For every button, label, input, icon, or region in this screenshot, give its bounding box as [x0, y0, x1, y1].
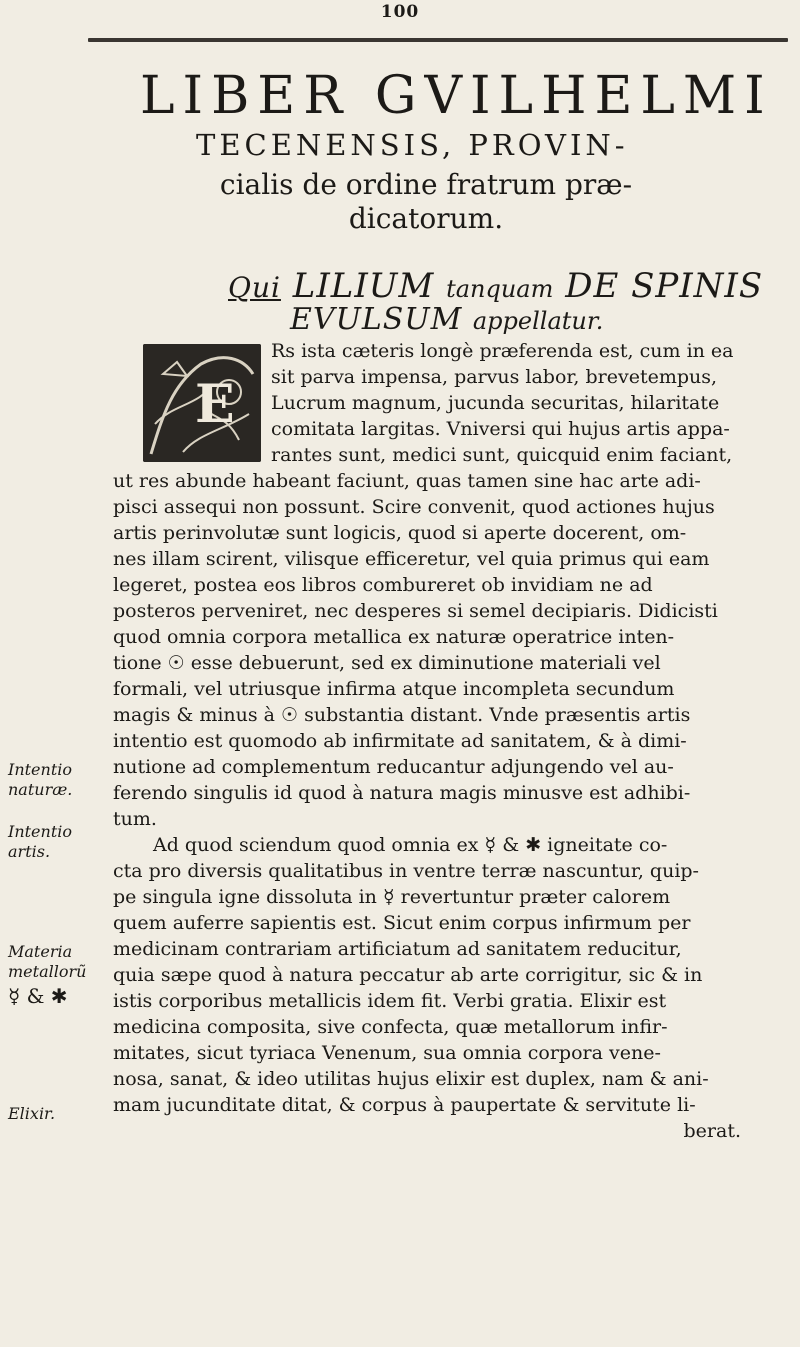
body-line: artis perinvolutæ sunt logicis, quod si aperte docerent, om-	[113, 522, 687, 544]
heading-qui: Qui	[228, 271, 281, 304]
body-line: istis corporibus metallicis idem fit. Verbi gratia. Elixir est	[113, 990, 667, 1012]
page-number: 100	[380, 2, 420, 22]
body-line: nosa, sanat, & ideo utilitas hujus elixir est duplex, nam & ani-	[113, 1068, 709, 1090]
title-line-3: cialis de ordine fratrum præ-	[219, 168, 633, 201]
body-line: mam jucunditate ditat, & corpus à paupertate & servitute li-	[113, 1094, 696, 1116]
body-line: Ad quod sciendum quod omnia ex ☿ & ✱ igneitate co-	[153, 834, 668, 856]
body-line: intentio est quomodo ab infirmitate ad sanitatem, & à dimi-	[113, 730, 687, 752]
body-line: posteros perveniret, nec desperes si semel decipiaris. Didicisti	[113, 600, 718, 622]
body-line: comitata largitas. Vniversi qui hujus artis appa-	[271, 418, 730, 440]
body-line: Rs ista cæteris longè præferenda est, cum in ea	[271, 340, 734, 362]
body-line: Lucrum magnum, jucunda securitas, hilaritate	[271, 392, 720, 414]
heading-de-spinis: DE SPINIS	[565, 266, 764, 306]
body-line: tione ☉ esse debuerunt, sed ex diminutione materiali vel	[113, 652, 661, 674]
heading-evulsum: EVULSUM	[290, 302, 463, 337]
body-line: mitates, sicut tyriaca Venenum, sua omnia corpora vene-	[113, 1042, 661, 1064]
section-heading-line-2	[290, 302, 603, 337]
body-line: pe singula igne dissoluta in ☿ revertuntur præter calorem	[113, 886, 671, 908]
body-line: quod omnia corpora metallica ex naturæ operatrice inten-	[113, 626, 675, 648]
body-line: nes illam scirent, vilisque efficeretur, vel quia primus qui eam	[113, 548, 710, 570]
margin-note-materia-metallorum	[8, 942, 108, 1010]
title-line-3-4	[196, 168, 656, 236]
body-line: cta pro diversis qualitatibus in ventre terræ nascuntur, quip-	[113, 860, 699, 882]
body-line: quia sæpe quod à natura peccatur ab arte corrigitur, sic & in	[113, 964, 703, 986]
margin-note-materia-text: Materia metallorũ	[8, 942, 87, 981]
margin-note-elixir: Elixir.	[8, 1104, 56, 1123]
body-line: ferendo singulis id quod à natura magis minusve est adhibi-	[113, 782, 691, 804]
title-line-2: TECENENSIS, PROVIN-	[196, 128, 629, 162]
title-line-4: dicatorum.	[348, 202, 504, 235]
body-line: medicina composita, sive confecta, quæ metallorum infir-	[113, 1016, 668, 1038]
body-line: berat.	[683, 1120, 741, 1142]
body-line: ut res abunde habeant faciunt, quas tamen sine hac arte adi-	[113, 470, 701, 492]
heading-tanquam: tanquam	[446, 275, 554, 303]
body-line: quem auferre sapientis est. Sicut enim corpus infirmum per	[113, 912, 691, 934]
body-line: legeret, postea eos libros combureret ob invidiam ne ad	[113, 574, 653, 596]
header-rule	[88, 38, 788, 42]
body-line: rantes sunt, medici sunt, quicquid enim faciant,	[271, 444, 733, 466]
margin-note-intentio-naturae: Intentio naturæ.	[8, 760, 73, 799]
body-line: sit parva impensa, parvus labor, brevetempus,	[271, 366, 718, 388]
body-line: formali, vel utriusque infirma atque incompleta secundum	[113, 678, 675, 700]
margin-note-intentio-artis: Intentio artis.	[8, 822, 73, 861]
section-heading-line-1	[228, 266, 763, 306]
body-line: nutione ad complementum reducantur adjungendo vel au-	[113, 756, 674, 778]
title-line-1: LIBER GVILHELMI	[140, 66, 773, 126]
heading-lilium: LILIUM	[292, 266, 435, 306]
heading-appellatur: appellatur.	[472, 307, 604, 335]
margin-note-symbols: ☿ & ✱	[8, 984, 68, 1008]
body-line: magis & minus à ☉ substantia distant. Vnde præsentis artis	[113, 704, 691, 726]
body-text	[113, 338, 791, 1144]
body-line: pisci assequi non possunt. Scire convenit, quod actiones hujus	[113, 496, 715, 518]
body-line: medicinam contrariam artificiatum ad sanitatem reducitur,	[113, 938, 682, 960]
svg-text:E: E	[195, 374, 235, 435]
body-line: tum.	[113, 808, 157, 830]
